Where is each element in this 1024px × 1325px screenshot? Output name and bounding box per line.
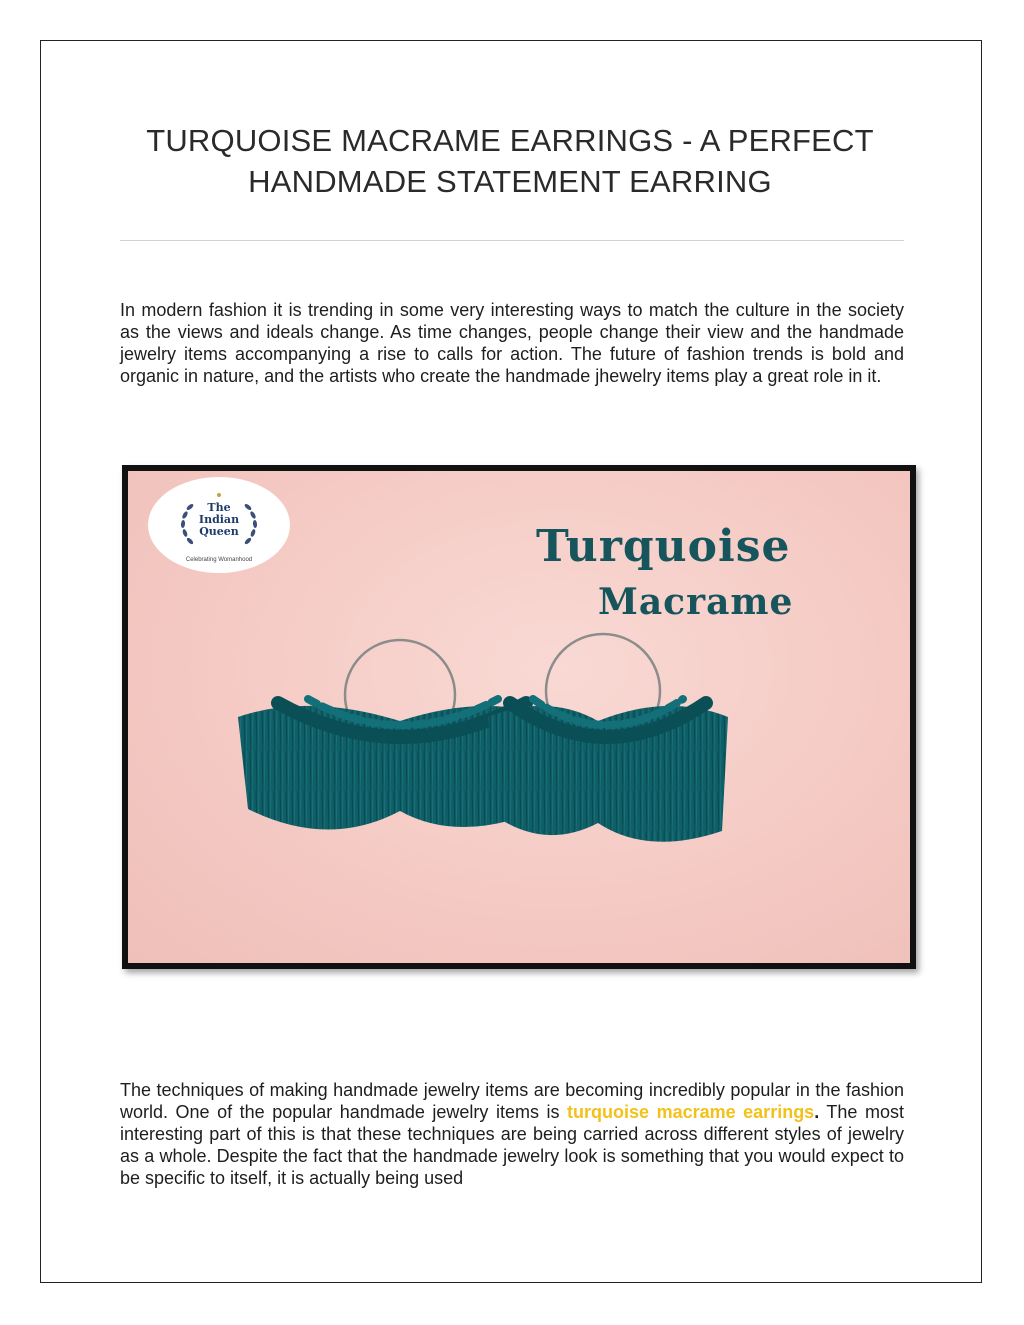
- turquoise-macrame-earrings-link[interactable]: turquoise macrame earrings: [567, 1102, 815, 1122]
- intro-paragraph: In modern fashion it is trending in some very interesting ways to match the culture in the society as the views and ideals change. As time changes, people change their view and the handmade jewelry items accompanying a rise to calls for action. The future of fashion trends is bold and organic in nature, and the artists who create the handmade jhewelry items play a great role in it.: [120, 300, 904, 386]
- brand-tagline: Celebrating Womanhood: [185, 557, 253, 563]
- product-image: [122, 465, 916, 969]
- page-title: TURQUOISE MACRAME EARRINGS - A PERFECT HANDMADE STATEMENT EARRING: [146, 123, 874, 199]
- product-banner: [128, 471, 910, 963]
- title-divider: [120, 240, 904, 241]
- brand-name-line-2: Indian: [198, 513, 240, 526]
- earrings-illustration: [128, 471, 910, 963]
- period-mark: .: [814, 1102, 820, 1122]
- brand-name-line-3: Queen: [199, 525, 239, 538]
- right-earring: [488, 634, 728, 842]
- banner-title-line-1: Turquoise: [536, 521, 791, 572]
- techniques-paragraph-text-2: The most interesting part of this is that these techniques are being carried across different styles of jewelry as a whole. Despite the fact that the handmade jewelry look is something that you would expect to be specific to itself, it is actually being used: [120, 1102, 904, 1188]
- banner-title-line-2: Macrame: [598, 581, 794, 623]
- techniques-paragraph-text-1: The techniques of making handmade jewelry items are becoming incredibly popular in the fashion world. One of the popular handmade jewelry items is: [120, 1080, 904, 1122]
- brand-name-line-1: The: [207, 501, 231, 514]
- techniques-paragraph: [120, 1079, 904, 1189]
